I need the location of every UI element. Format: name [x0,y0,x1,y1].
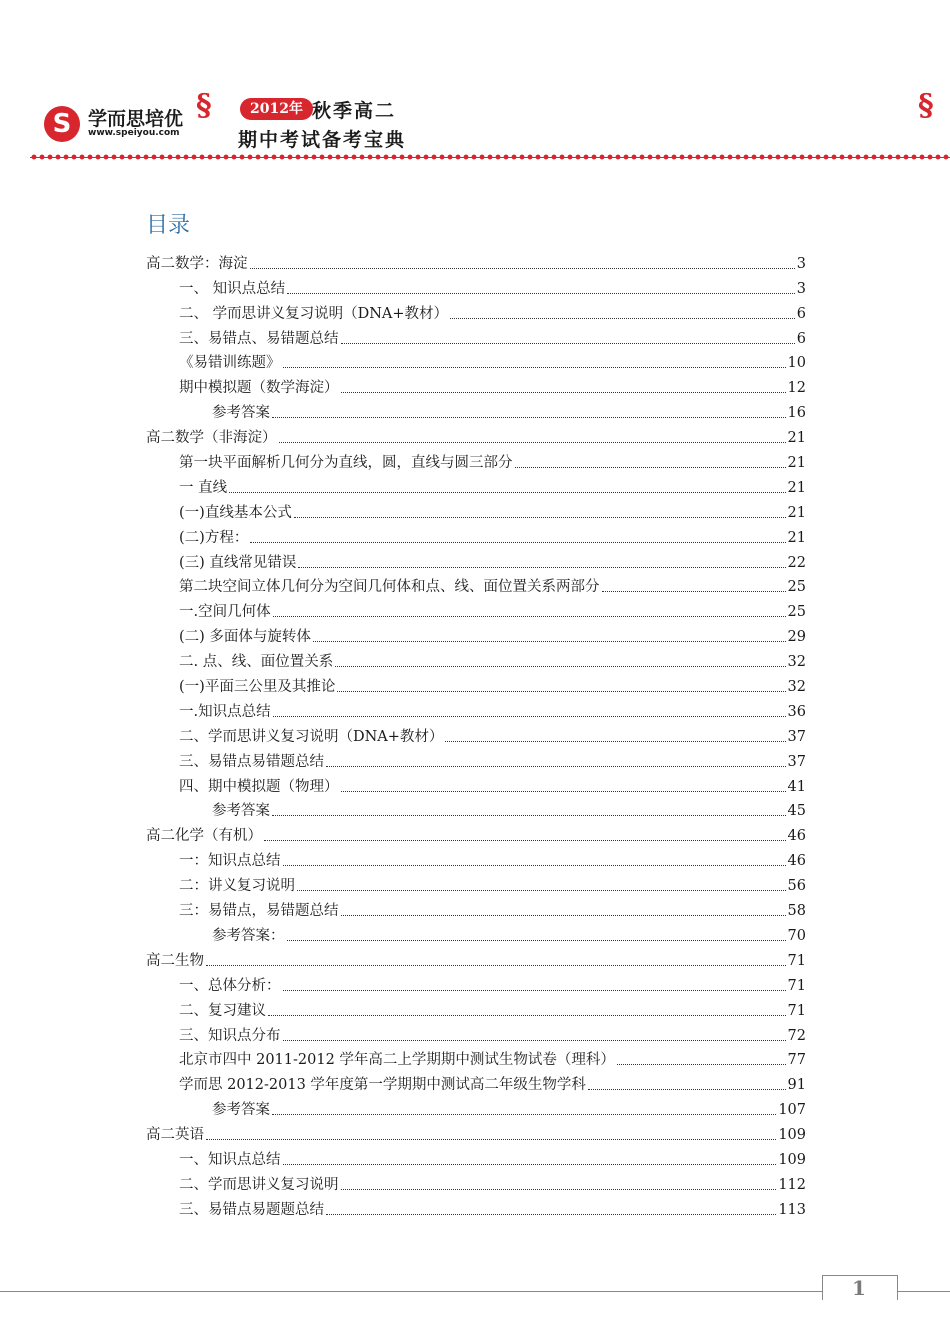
toc-entry-label: 一：知识点总结 [179,853,281,870]
ornament-swirl-icon: § [196,88,212,123]
toc-entry-page: 113 [778,1201,806,1218]
toc-leader-dots [273,616,786,617]
toc-entry[interactable] [179,721,806,746]
toc-entry-page: 56 [787,878,806,895]
footer-rule [896,1291,950,1292]
toc-entry-label: (一)平面三公里及其推论 [179,679,336,696]
toc-entry-label: 二、学而思讲义复习说明（DNA+教材） [179,728,444,745]
toc-entry-label: (一)直线基本公式 [179,504,292,521]
toc-entry-page: 112 [778,1176,806,1193]
toc-leader-dots [297,890,786,891]
brand-website: www.speiyou.com [88,128,180,138]
toc-entry-label: 高二数学：海淀 [146,255,248,272]
toc-entry[interactable] [179,771,806,796]
table-of-contents [0,248,950,1219]
toc-entry[interactable] [179,895,806,920]
toc-leader-dots [268,1015,786,1016]
toc-entry-label: 第一块平面解析几何分为直线，圆，直线与圆三部分 [179,455,513,472]
toc-leader-dots [341,1189,777,1190]
toc-entry-page: 77 [787,1052,806,1069]
toc-entry[interactable] [179,522,806,547]
toc-leader-dots [273,716,786,717]
toc-leader-dots [515,467,786,468]
toc-entry-label: 参考答案 [212,1102,270,1119]
toc-entry-page: 71 [787,1002,806,1019]
toc-entry-page: 58 [787,903,806,920]
toc-entry-label: 一.空间几何体 [179,604,271,621]
toc-entry-page: 72 [787,1027,806,1044]
toc-leader-dots [283,367,786,368]
toc-entry-page: 45 [787,803,806,820]
toc-entry[interactable] [179,323,806,348]
toc-entry-label: 三：易错点，易错题总结 [179,903,339,920]
toc-leader-dots [272,1114,776,1115]
year-badge: 2012年 [240,98,313,120]
toc-leader-dots [588,1089,786,1090]
toc-entry-label: 参考答案： [212,927,285,944]
toc-leader-dots [445,741,785,742]
toc-entry-label: 《易错训练题》 [179,355,281,372]
toc-leader-dots [283,1164,777,1165]
footer-rule [0,1291,822,1292]
toc-leader-dots [326,766,786,767]
toc-entry-label: 四、期中模拟题（物理） [179,778,339,795]
toc-leader-dots [250,268,795,269]
toc-entry-label: (三) 直线常见错误 [179,554,297,571]
toc-entry[interactable] [179,1144,806,1169]
toc-entry-page: 21 [787,479,806,496]
toc-entry-page: 3 [796,280,806,297]
page-header [0,0,950,175]
toc-entry[interactable] [179,447,806,472]
toc-entry-page: 70 [787,927,806,944]
toc-entry-page: 107 [778,1102,806,1119]
toc-entry-page: 32 [787,679,806,696]
toc-entry-page: 21 [787,529,806,546]
toc-entry-label: 二、 学而思讲义复习说明（DNA+教材） [179,305,449,322]
toc-entry-label: 高二数学（非海淀） [146,430,277,447]
toc-entry-label: 一、 知识点总结 [179,280,286,297]
header-title-line2: 期中考试备考宝典 [238,129,407,151]
brand-name: 学而思培优 [88,108,184,130]
toc-leader-dots [206,1139,776,1140]
toc-entry[interactable] [212,1094,806,1119]
toc-entry-label: 参考答案 [212,803,270,820]
toc-entry[interactable] [179,696,806,721]
toc-leader-dots [450,318,795,319]
page-number: 1 [852,1276,866,1300]
toc-entry-label: 二：讲义复习说明 [179,878,295,895]
toc-entry-page: 109 [778,1151,806,1168]
toc-entry-label: 高二生物 [146,952,204,969]
toc-entry[interactable] [179,497,806,522]
toc-entry[interactable] [179,348,806,373]
toc-entry[interactable] [212,397,806,422]
toc-entry[interactable] [179,1045,806,1070]
toc-leader-dots [272,815,786,816]
decorative-border [30,151,950,163]
toc-entry-label: 二. 点、线、面位置关系 [179,654,334,671]
toc-leader-dots [206,965,786,966]
toc-entry[interactable] [146,945,806,970]
toc-entry[interactable] [179,1020,806,1045]
toc-entry-label: (二) 多面体与旋转体 [179,629,311,646]
toc-entry[interactable] [179,870,806,895]
toc-leader-dots [337,691,785,692]
toc-leader-dots [294,517,786,518]
toc-entry-label: 二、复习建议 [179,1002,266,1019]
toc-entry[interactable] [146,422,806,447]
toc-entry-label: 一.知识点总结 [179,703,271,720]
toc-entry[interactable] [179,273,806,298]
toc-entry[interactable] [179,746,806,771]
toc-entry-label: 一 直线 [179,479,228,496]
toc-entry-page: 25 [787,604,806,621]
toc-entry-page: 36 [787,703,806,720]
toc-entry[interactable] [179,970,806,995]
toc-leader-dots [313,641,786,642]
toc-entry[interactable] [179,547,806,572]
toc-entry[interactable] [179,845,806,870]
toc-leader-dots [287,293,795,294]
toc-entry-page: 37 [787,728,806,745]
toc-entry-label: 三、易错点易题题总结 [179,1201,324,1218]
toc-entry-page: 16 [787,405,806,422]
toc-entry-page: 46 [787,853,806,870]
toc-entry[interactable] [146,820,806,845]
toc-leader-dots [617,1064,786,1065]
toc-entry[interactable] [179,995,806,1020]
toc-entry-page: 32 [787,654,806,671]
toc-entry-page: 3 [796,255,806,272]
toc-leader-dots [335,666,785,667]
toc-entry-label: 高二化学（有机） [146,828,262,845]
toc-entry-label: 参考答案 [212,405,270,422]
toc-entry-label: 一、总体分析： [179,977,281,994]
toc-entry-label: 学而思 2012-2013 学年度第一学期期中测试高二年级生物学科 [179,1077,586,1094]
toc-entry[interactable] [212,920,806,945]
toc-entry-page: 71 [787,952,806,969]
toc-leader-dots [341,791,786,792]
toc-entry[interactable] [179,596,806,621]
toc-entry-label: 二、学而思讲义复习说明 [179,1176,339,1193]
toc-title: 目录 [146,213,191,238]
toc-entry-page: 29 [787,629,806,646]
toc-entry-label: 高二英语 [146,1127,204,1144]
toc-entry[interactable] [179,472,806,497]
toc-entry-label: 一、知识点总结 [179,1151,281,1168]
toc-entry-page: 37 [787,753,806,770]
toc-entry-label: (二)方程： [179,529,249,546]
toc-leader-dots [250,542,785,543]
toc-entry[interactable] [212,796,806,821]
toc-leader-dots [283,1040,786,1041]
toc-entry[interactable] [179,372,806,397]
header-title-line1: 秋季高二 [312,100,397,122]
toc-entry[interactable] [179,621,806,646]
toc-leader-dots [341,392,786,393]
toc-entry-page: 22 [787,554,806,571]
toc-entry[interactable] [179,572,806,597]
brand-logo-icon: S [44,106,80,142]
toc-entry-label: 三、知识点分布 [179,1027,281,1044]
toc-entry-page: 21 [787,504,806,521]
toc-entry-page: 71 [787,977,806,994]
toc-entry-page: 41 [787,778,806,795]
toc-leader-dots [279,442,786,443]
toc-leader-dots [272,417,786,418]
toc-entry-page: 109 [778,1127,806,1144]
toc-leader-dots [229,492,785,493]
toc-entry-label: 三、易错点、易错题总结 [179,330,339,347]
toc-entry-page: 10 [787,355,806,372]
toc-leader-dots [326,1214,776,1215]
toc-leader-dots [283,990,786,991]
toc-entry-page: 46 [787,828,806,845]
toc-entry[interactable] [179,671,806,696]
ornament-swirl-icon: § [918,88,934,123]
toc-entry[interactable] [179,1194,806,1219]
toc-leader-dots [287,940,786,941]
toc-entry-page: 21 [787,430,806,447]
toc-entry-page: 21 [787,455,806,472]
toc-entry[interactable] [179,1169,806,1194]
toc-entry-page: 25 [787,579,806,596]
toc-entry[interactable] [146,1119,806,1144]
toc-entry[interactable] [179,646,806,671]
toc-entry-page: 91 [787,1077,806,1094]
toc-entry[interactable] [179,298,806,323]
toc-entry-page: 6 [796,330,806,347]
toc-entry[interactable] [146,248,806,273]
toc-leader-dots [298,567,785,568]
toc-leader-dots [283,865,786,866]
toc-leader-dots [341,915,786,916]
toc-entry[interactable] [179,1069,806,1094]
toc-leader-dots [341,343,795,344]
toc-entry-label: 第二块空间立体几何分为空间几何体和点、线、面位置关系两部分 [179,579,600,596]
toc-entry-label: 三、易错点易错题总结 [179,753,324,770]
toc-entry-page: 12 [787,380,806,397]
toc-entry-label: 北京市四中 2011-2012 学年高二上学期期中测试生物试卷（理科） [179,1052,615,1069]
toc-entry-page: 6 [796,305,806,322]
toc-leader-dots [264,840,786,841]
toc-leader-dots [602,591,786,592]
toc-entry-label: 期中模拟题（数学海淀） [179,380,339,397]
